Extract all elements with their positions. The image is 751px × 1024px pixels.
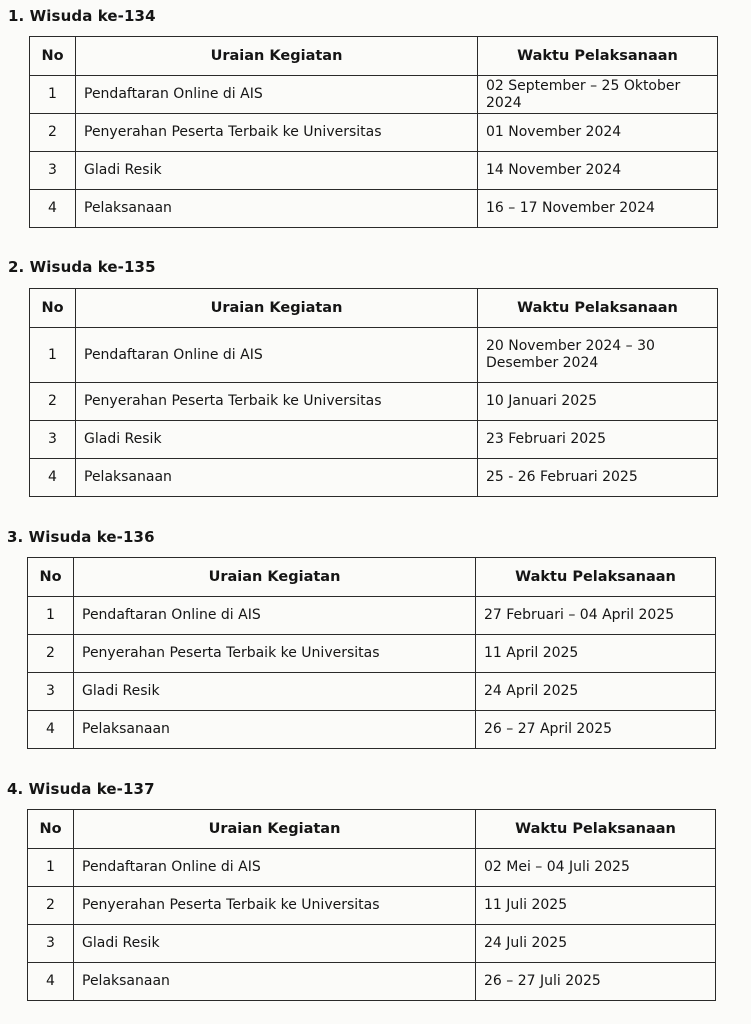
- table-header-row: [30, 37, 718, 76]
- row-no: 1: [30, 76, 76, 114]
- table-row: [30, 76, 718, 114]
- section-title-wisuda-137: 4. Wisuda ke-137: [7, 780, 155, 798]
- row-waktu: 24 Juli 2025: [476, 925, 716, 963]
- row-no: 1: [28, 849, 74, 887]
- row-kegiatan: Pendaftaran Online di AIS: [76, 76, 478, 114]
- row-no: 2: [30, 114, 76, 152]
- section-title-wisuda-135: 2. Wisuda ke-135: [8, 258, 156, 276]
- row-waktu: 16 – 17 November 2024: [478, 190, 718, 228]
- table-row: [28, 849, 716, 887]
- header-waktu-pelaksanaan: Waktu Pelaksanaan: [478, 289, 718, 328]
- row-waktu: 24 April 2025: [476, 673, 716, 711]
- header-uraian-kegiatan: Uraian Kegiatan: [74, 558, 476, 597]
- schedule-table-wisuda-137: [27, 809, 716, 1001]
- header-waktu-pelaksanaan: Waktu Pelaksanaan: [476, 558, 716, 597]
- table-row: [30, 190, 718, 228]
- row-no: 3: [30, 421, 76, 459]
- row-waktu: 27 Februari – 04 April 2025: [476, 597, 716, 635]
- row-kegiatan: Penyerahan Peserta Terbaik ke Universitas: [74, 635, 476, 673]
- row-no: 4: [30, 459, 76, 497]
- row-no: 3: [28, 673, 74, 711]
- table-row: [30, 152, 718, 190]
- schedule-table-wisuda-134: [29, 36, 718, 228]
- row-kegiatan: Penyerahan Peserta Terbaik ke Universitas: [76, 114, 478, 152]
- row-waktu: 02 September – 25 Oktober 2024: [478, 76, 718, 114]
- table-row: [30, 383, 718, 421]
- table-row: [28, 963, 716, 1001]
- row-no: 3: [30, 152, 76, 190]
- header-uraian-kegiatan: Uraian Kegiatan: [76, 37, 478, 76]
- row-kegiatan: Pelaksanaan: [74, 711, 476, 749]
- header-no: No: [30, 37, 76, 76]
- row-no: 3: [28, 925, 74, 963]
- row-waktu: 20 November 2024 – 30 Desember 2024: [478, 328, 718, 383]
- row-no: 4: [28, 711, 74, 749]
- row-no: 1: [30, 328, 76, 383]
- table-row: [28, 711, 716, 749]
- row-waktu: 23 Februari 2025: [478, 421, 718, 459]
- section-title-wisuda-136: 3. Wisuda ke-136: [7, 528, 155, 546]
- header-waktu-pelaksanaan: Waktu Pelaksanaan: [478, 37, 718, 76]
- row-no: 1: [28, 597, 74, 635]
- table-row: [30, 459, 718, 497]
- row-waktu: 01 November 2024: [478, 114, 718, 152]
- schedule-table-wisuda-135: [29, 288, 718, 497]
- row-kegiatan: Pendaftaran Online di AIS: [74, 597, 476, 635]
- row-kegiatan: Penyerahan Peserta Terbaik ke Universitas: [76, 383, 478, 421]
- row-no: 2: [28, 887, 74, 925]
- row-waktu: 26 – 27 Juli 2025: [476, 963, 716, 1001]
- table-row: [30, 328, 718, 383]
- row-waktu: 02 Mei – 04 Juli 2025: [476, 849, 716, 887]
- table-header-row: [28, 558, 716, 597]
- table-row: [28, 887, 716, 925]
- row-kegiatan: Pendaftaran Online di AIS: [76, 328, 478, 383]
- row-waktu: 25 - 26 Februari 2025: [478, 459, 718, 497]
- row-kegiatan: Gladi Resik: [74, 673, 476, 711]
- table-header-row: [30, 289, 718, 328]
- header-uraian-kegiatan: Uraian Kegiatan: [74, 810, 476, 849]
- header-no: No: [28, 558, 74, 597]
- row-waktu: 26 – 27 April 2025: [476, 711, 716, 749]
- header-waktu-pelaksanaan: Waktu Pelaksanaan: [476, 810, 716, 849]
- row-kegiatan: Pendaftaran Online di AIS: [74, 849, 476, 887]
- row-no: 4: [30, 190, 76, 228]
- row-kegiatan: Pelaksanaan: [76, 459, 478, 497]
- row-waktu: 11 April 2025: [476, 635, 716, 673]
- row-kegiatan: Pelaksanaan: [74, 963, 476, 1001]
- row-kegiatan: Pelaksanaan: [76, 190, 478, 228]
- row-waktu: 10 Januari 2025: [478, 383, 718, 421]
- row-no: 2: [30, 383, 76, 421]
- row-kegiatan: Gladi Resik: [76, 152, 478, 190]
- row-waktu: 14 November 2024: [478, 152, 718, 190]
- row-waktu: 11 Juli 2025: [476, 887, 716, 925]
- table-row: [28, 673, 716, 711]
- row-no: 4: [28, 963, 74, 1001]
- row-kegiatan: Penyerahan Peserta Terbaik ke Universitas: [74, 887, 476, 925]
- table-row: [28, 635, 716, 673]
- table-row: [30, 114, 718, 152]
- table-row: [30, 421, 718, 459]
- header-uraian-kegiatan: Uraian Kegiatan: [76, 289, 478, 328]
- header-no: No: [28, 810, 74, 849]
- row-no: 2: [28, 635, 74, 673]
- schedule-table-wisuda-136: [27, 557, 716, 749]
- row-kegiatan: Gladi Resik: [74, 925, 476, 963]
- table-row: [28, 597, 716, 635]
- header-no: No: [30, 289, 76, 328]
- row-kegiatan: Gladi Resik: [76, 421, 478, 459]
- table-row: [28, 925, 716, 963]
- table-header-row: [28, 810, 716, 849]
- section-title-wisuda-134: 1. Wisuda ke-134: [8, 7, 156, 25]
